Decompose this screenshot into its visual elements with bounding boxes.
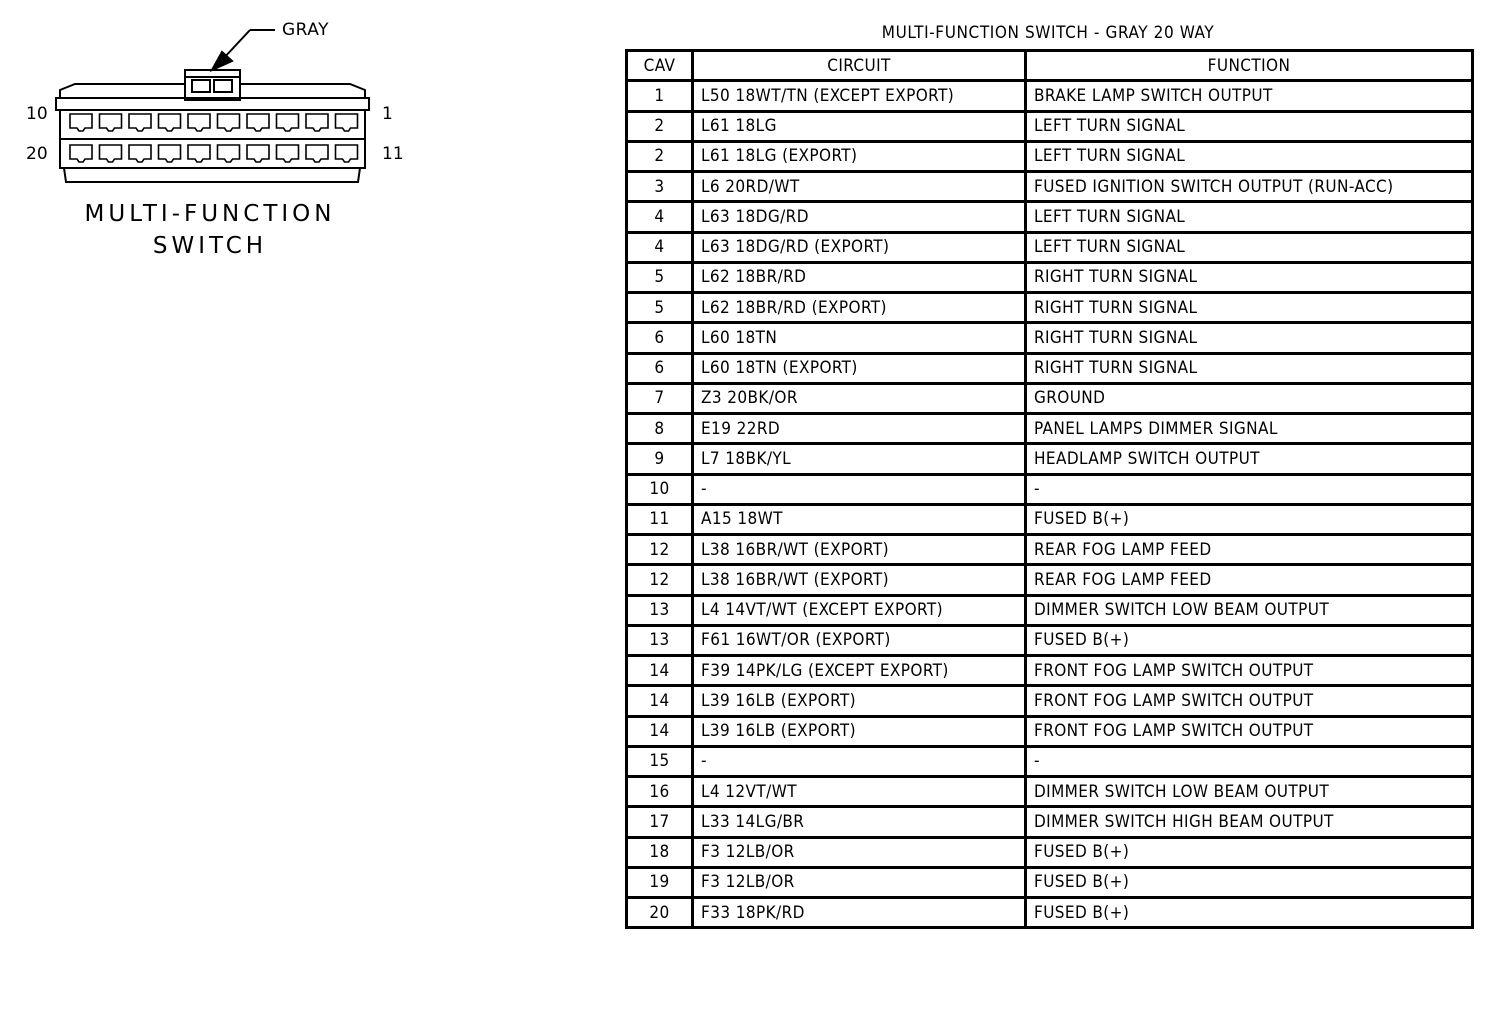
cav-cell: 1 <box>627 81 693 111</box>
cavity-slot <box>306 145 328 162</box>
cavity-slot <box>129 145 151 162</box>
function-cell: BRAKE LAMP SWITCH OUTPUT <box>1026 81 1473 111</box>
circuit-cell: F39 14PK/LG (EXCEPT EXPORT) <box>693 656 1026 686</box>
cavity-slot <box>100 114 122 131</box>
cavity-slot <box>70 114 92 131</box>
cavity-slot <box>247 114 269 131</box>
table-header-row <box>627 51 1473 81</box>
function-cell: FUSED B(+) <box>1026 625 1473 655</box>
function-cell: LEFT TURN SIGNAL <box>1026 141 1473 171</box>
circuit-cell: L39 16LB (EXPORT) <box>693 686 1026 716</box>
circuit-cell: E19 22RD <box>693 414 1026 444</box>
function-cell: HEADLAMP SWITCH OUTPUT <box>1026 444 1473 474</box>
cav-cell: 9 <box>627 444 693 474</box>
table-row <box>627 262 1473 292</box>
cavity-slot <box>336 114 358 131</box>
function-cell: REAR FOG LAMP FEED <box>1026 535 1473 565</box>
table-row <box>627 595 1473 625</box>
cavity-slot <box>70 145 92 162</box>
circuit-cell: L6 20RD/WT <box>693 172 1026 202</box>
function-cell: FUSED B(+) <box>1026 837 1473 867</box>
circuit-cell: L38 16BR/WT (EXPORT) <box>693 565 1026 595</box>
function-cell: RIGHT TURN SIGNAL <box>1026 353 1473 383</box>
circuit-cell: L61 18LG <box>693 111 1026 141</box>
cav-cell: 14 <box>627 716 693 746</box>
cav-cell: 4 <box>627 232 693 262</box>
circuit-cell: L7 18BK/YL <box>693 444 1026 474</box>
table-row <box>627 565 1473 595</box>
circuit-cell: L33 14LG/BR <box>693 807 1026 837</box>
table-row <box>627 504 1473 534</box>
cav-cell: 4 <box>627 202 693 232</box>
cav-cell: 2 <box>627 111 693 141</box>
circuit-cell: F61 16WT/OR (EXPORT) <box>693 625 1026 655</box>
circuit-cell: L50 18WT/TN (EXCEPT EXPORT) <box>693 81 1026 111</box>
circuit-cell: L63 18DG/RD (EXPORT) <box>693 232 1026 262</box>
function-cell: FUSED B(+) <box>1026 504 1473 534</box>
cav-cell: 14 <box>627 656 693 686</box>
table-title: MULTI-FUNCTION SWITCH - GRAY 20 WAY <box>881 23 1215 43</box>
table-row <box>627 686 1473 716</box>
cav-cell: 14 <box>627 686 693 716</box>
circuit-cell: Z3 20BK/OR <box>693 383 1026 413</box>
cav-cell: 8 <box>627 414 693 444</box>
cavity-slot <box>188 145 210 162</box>
cav-cell: 2 <box>627 141 693 171</box>
table-row <box>627 414 1473 444</box>
connector-caption-line2: SWITCH <box>152 233 268 259</box>
table-row <box>627 202 1473 232</box>
table-row <box>627 474 1473 504</box>
circuit-cell: A15 18WT <box>693 504 1026 534</box>
cav-cell: 17 <box>627 807 693 837</box>
circuit-cell: L63 18DG/RD <box>693 202 1026 232</box>
function-cell: GROUND <box>1026 383 1473 413</box>
circuit-cell: - <box>693 474 1026 504</box>
function-cell: PANEL LAMPS DIMMER SIGNAL <box>1026 414 1473 444</box>
function-cell: FUSED B(+) <box>1026 898 1473 928</box>
function-cell: - <box>1026 474 1473 504</box>
table-row <box>627 81 1473 111</box>
cav-cell: 6 <box>627 323 693 353</box>
function-cell: DIMMER SWITCH HIGH BEAM OUTPUT <box>1026 807 1473 837</box>
connector-figure <box>0 0 430 280</box>
cavity-slot <box>100 145 122 162</box>
circuit-cell: F33 18PK/RD <box>693 898 1026 928</box>
function-cell: RIGHT TURN SIGNAL <box>1026 323 1473 353</box>
function-cell: FRONT FOG LAMP SWITCH OUTPUT <box>1026 656 1473 686</box>
cavity-slot <box>277 145 299 162</box>
circuit-cell: L4 12VT/WT <box>693 777 1026 807</box>
pin-label-top-right: 1 <box>382 104 393 124</box>
table-row <box>627 323 1473 353</box>
circuit-cell: L60 18TN (EXPORT) <box>693 353 1026 383</box>
cav-cell: 20 <box>627 898 693 928</box>
column-header-cav: CAV <box>627 51 693 81</box>
circuit-cell: L4 14VT/WT (EXCEPT EXPORT) <box>693 595 1026 625</box>
column-header-function: FUNCTION <box>1026 51 1473 81</box>
table-row <box>627 777 1473 807</box>
table-row <box>627 716 1473 746</box>
circuit-cell: L62 18BR/RD <box>693 262 1026 292</box>
table-row <box>627 232 1473 262</box>
pin-label-top-left: 10 <box>26 104 48 124</box>
pinout-table <box>625 49 1474 929</box>
table-row <box>627 353 1473 383</box>
circuit-cell: - <box>693 746 1026 776</box>
table-row <box>627 837 1473 867</box>
table-row <box>627 383 1473 413</box>
table-row <box>627 535 1473 565</box>
cav-cell: 6 <box>627 353 693 383</box>
table-row <box>627 141 1473 171</box>
cavity-slot <box>218 145 240 162</box>
table-row <box>627 444 1473 474</box>
cavity-slot <box>188 114 210 131</box>
cav-cell: 10 <box>627 474 693 504</box>
function-cell: - <box>1026 746 1473 776</box>
circuit-cell: L38 16BR/WT (EXPORT) <box>693 535 1026 565</box>
column-header-circuit: CIRCUIT <box>693 51 1026 81</box>
cavity-slot <box>129 114 151 131</box>
function-cell: DIMMER SWITCH LOW BEAM OUTPUT <box>1026 777 1473 807</box>
cav-cell: 12 <box>627 565 693 595</box>
function-cell: RIGHT TURN SIGNAL <box>1026 262 1473 292</box>
table-row <box>627 111 1473 141</box>
circuit-cell: L60 18TN <box>693 323 1026 353</box>
table-row <box>627 898 1473 928</box>
cav-cell: 11 <box>627 504 693 534</box>
cav-cell: 13 <box>627 625 693 655</box>
cav-cell: 19 <box>627 867 693 897</box>
cavity-slot <box>306 114 328 131</box>
circuit-cell: L62 18BR/RD (EXPORT) <box>693 293 1026 323</box>
function-cell: DIMMER SWITCH LOW BEAM OUTPUT <box>1026 595 1473 625</box>
cav-cell: 7 <box>627 383 693 413</box>
cav-cell: 18 <box>627 837 693 867</box>
table-row <box>627 867 1473 897</box>
connector-color-label: GRAY <box>282 20 329 40</box>
cavity-slot <box>159 145 181 162</box>
function-cell: LEFT TURN SIGNAL <box>1026 111 1473 141</box>
function-cell: LEFT TURN SIGNAL <box>1026 202 1473 232</box>
cavity-slot <box>247 145 269 162</box>
circuit-cell: L39 16LB (EXPORT) <box>693 716 1026 746</box>
pin-label-bottom-right: 11 <box>382 144 404 164</box>
pin-label-bottom-left: 20 <box>26 144 48 164</box>
cavity-slot <box>218 114 240 131</box>
function-cell: FRONT FOG LAMP SWITCH OUTPUT <box>1026 716 1473 746</box>
cav-cell: 5 <box>627 262 693 292</box>
circuit-cell: F3 12LB/OR <box>693 837 1026 867</box>
cav-cell: 13 <box>627 595 693 625</box>
cavity-slot <box>159 114 181 131</box>
circuit-cell: F3 12LB/OR <box>693 867 1026 897</box>
cav-cell: 3 <box>627 172 693 202</box>
table-row <box>627 807 1473 837</box>
cavity-slot <box>277 114 299 131</box>
cav-cell: 12 <box>627 535 693 565</box>
cavity-slot <box>336 145 358 162</box>
table-row <box>627 293 1473 323</box>
table-row <box>627 172 1473 202</box>
circuit-cell: L61 18LG (EXPORT) <box>693 141 1026 171</box>
table-row <box>627 625 1473 655</box>
table-body <box>627 81 1473 928</box>
cav-cell: 15 <box>627 746 693 776</box>
function-cell: FUSED IGNITION SWITCH OUTPUT (RUN-ACC) <box>1026 172 1473 202</box>
function-cell: RIGHT TURN SIGNAL <box>1026 293 1473 323</box>
cav-cell: 5 <box>627 293 693 323</box>
table-row <box>627 746 1473 776</box>
function-cell: LEFT TURN SIGNAL <box>1026 232 1473 262</box>
function-cell: REAR FOG LAMP FEED <box>1026 565 1473 595</box>
table-row <box>627 656 1473 686</box>
connector-caption-line1: MULTI-FUNCTION <box>84 201 336 227</box>
cav-cell: 16 <box>627 777 693 807</box>
function-cell: FUSED B(+) <box>1026 867 1473 897</box>
function-cell: FRONT FOG LAMP SWITCH OUTPUT <box>1026 686 1473 716</box>
